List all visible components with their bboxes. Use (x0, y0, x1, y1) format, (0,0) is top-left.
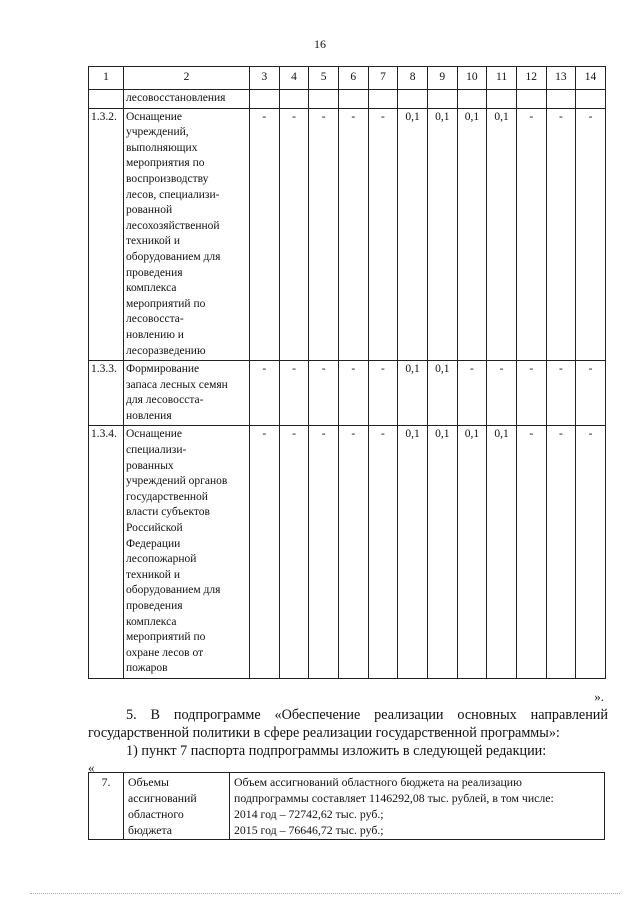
passport-item-number: 7. (89, 773, 124, 840)
row-name-line: техникой и (126, 568, 180, 581)
passport-text-line: Объем ассигнований областного бюджета на реализацию (234, 775, 522, 789)
row-value (576, 90, 606, 109)
row-name-line: мероприятия по (126, 157, 205, 170)
column-header: 4 (279, 67, 309, 90)
row-value (250, 90, 280, 109)
row-value: 0,1 (427, 361, 457, 426)
row-name-line: Российской (126, 522, 183, 535)
row-name-line: комплекса (126, 615, 177, 628)
row-name-line: запаса лесных семян (126, 378, 228, 391)
row-number (89, 90, 124, 109)
row-value: - (516, 426, 546, 679)
row-name (124, 426, 250, 679)
row-name-line: Формирование (126, 363, 200, 376)
row-value: - (309, 108, 339, 361)
column-header: 12 (516, 67, 546, 90)
row-value: 0,1 (487, 426, 517, 679)
row-value: - (457, 361, 487, 426)
row-value: - (279, 108, 309, 361)
row-value: - (338, 108, 368, 361)
paragraph-5: 5. В подпрограмме «Обеспечение реализации основных направлений государственной политики в сфере реализации государственной программы»: (88, 707, 608, 741)
passport-text-line: подпрограммы составляет 1146292,08 тыс. рублей, в том числе: (234, 791, 554, 805)
column-header: 14 (576, 67, 606, 90)
passport-row (89, 773, 605, 840)
row-value: - (516, 361, 546, 426)
row-value (368, 90, 398, 109)
row-value (516, 90, 546, 109)
table-row (89, 108, 606, 361)
row-value (279, 90, 309, 109)
row-value: 0,1 (398, 426, 428, 679)
row-number: 1.3.3. (89, 361, 124, 426)
passport-label-line: ассигнований (128, 791, 197, 805)
row-name-line: новлению и (126, 328, 184, 341)
row-number: 1.3.4. (89, 426, 124, 679)
row-name-line: власти субъектов (126, 506, 210, 519)
column-header: 5 (309, 67, 339, 90)
table-row (89, 90, 606, 109)
row-name-line: Федерации (126, 537, 181, 550)
row-value: - (576, 108, 606, 361)
row-value: 0,1 (398, 108, 428, 361)
row-name-line: Оснащение (126, 110, 183, 123)
row-value: 0,1 (457, 108, 487, 361)
row-value: 0,1 (427, 108, 457, 361)
passport-text (230, 773, 605, 840)
row-name-line: проведения (126, 600, 183, 612)
row-value: 0,1 (487, 108, 517, 361)
row-value: - (250, 426, 280, 679)
row-value: - (546, 108, 576, 361)
row-name-line: специализи- (126, 444, 187, 457)
passport-text-line: 2015 год – 76646,72 тыс. руб.; (234, 823, 384, 837)
column-header: 2 (124, 67, 250, 90)
row-value (427, 90, 457, 109)
column-header: 11 (487, 67, 517, 90)
row-value: - (250, 361, 280, 426)
row-name-line: рованных (126, 459, 174, 472)
table-row (89, 426, 606, 679)
row-value: 0,1 (427, 426, 457, 679)
table-header-row (89, 67, 606, 90)
row-name (124, 90, 250, 109)
column-header: 3 (250, 67, 280, 90)
row-value (487, 90, 517, 109)
row-value: 0,1 (398, 361, 428, 426)
row-value: - (309, 361, 339, 426)
row-value: - (338, 361, 368, 426)
row-name-line: мероприятий по (126, 631, 206, 644)
row-name (124, 361, 250, 426)
row-name-line: учреждений, (126, 126, 189, 139)
column-header: 1 (89, 67, 124, 90)
row-name-line: лесовосстановления (126, 92, 226, 104)
row-name (124, 108, 250, 361)
page-number: 16 (314, 37, 326, 51)
row-name-line: пожаров (126, 662, 168, 675)
column-header: 8 (398, 67, 428, 90)
row-value: 0,1 (457, 426, 487, 679)
row-name-line: новления (126, 409, 172, 422)
row-value: - (368, 361, 398, 426)
row-value: - (368, 108, 398, 361)
row-name-line: лесохозяйственной (126, 219, 220, 232)
row-value (546, 90, 576, 109)
table-row (89, 361, 606, 426)
paragraph-1: 1) пункт 7 паспорта подпрограммы изложить в следующей редакции: (126, 743, 547, 759)
row-value: - (250, 108, 280, 361)
column-header: 13 (546, 67, 576, 90)
row-value: - (576, 426, 606, 679)
row-value: - (546, 361, 576, 426)
passport-table (88, 772, 605, 840)
row-value (309, 90, 339, 109)
row-name-line: оборудованием для (126, 584, 221, 597)
passport-label-line: Объемы (128, 775, 169, 789)
row-name-line: лесопожарной (126, 553, 197, 566)
row-name-line: охране лесов от (126, 646, 204, 659)
row-name-line: лесовосста- (126, 313, 184, 326)
page-bottom-divider (30, 893, 620, 894)
row-value: - (309, 426, 339, 679)
row-name-line: техникой и (126, 235, 180, 248)
row-value (457, 90, 487, 109)
row-name-line: рованной (126, 204, 173, 217)
funding-table (88, 66, 606, 679)
passport-text-line: 2014 год – 72742,62 тыс. руб.; (234, 807, 384, 821)
column-header: 6 (338, 67, 368, 90)
row-name-line: комплекса (126, 282, 177, 295)
column-header: 10 (457, 67, 487, 90)
row-name-line: оборудованием для (126, 250, 221, 263)
opening-quote: « (88, 760, 95, 775)
row-value: - (546, 426, 576, 679)
row-name-line: лесов, специализи- (126, 188, 220, 201)
row-value: - (338, 426, 368, 679)
row-name-line: лесоразведению (126, 344, 206, 357)
closing-quote: ». (594, 689, 604, 704)
column-header: 9 (427, 67, 457, 90)
row-name-line: воспроизводству (126, 172, 209, 185)
row-value (338, 90, 368, 109)
row-name-line: Оснащение (126, 428, 183, 441)
row-value: - (279, 426, 309, 679)
row-name-line: для лесовосста- (126, 394, 204, 407)
row-name-line: государственной (126, 490, 208, 503)
row-number: 1.3.2. (89, 108, 124, 361)
row-name-line: выполняющих (126, 141, 198, 154)
row-value: - (279, 361, 309, 426)
passport-label (124, 773, 230, 840)
row-value: - (516, 108, 546, 361)
row-value: - (487, 361, 517, 426)
row-value: - (576, 361, 606, 426)
row-name-line: проведения (126, 266, 183, 279)
column-header: 7 (368, 67, 398, 90)
passport-label-line: областного (128, 807, 184, 821)
row-value: - (368, 426, 398, 679)
passport-label-line: бюджета (128, 823, 172, 837)
row-name-line: мероприятий по (126, 297, 206, 310)
row-value (398, 90, 428, 109)
row-name-line: учреждений органов (126, 475, 228, 488)
